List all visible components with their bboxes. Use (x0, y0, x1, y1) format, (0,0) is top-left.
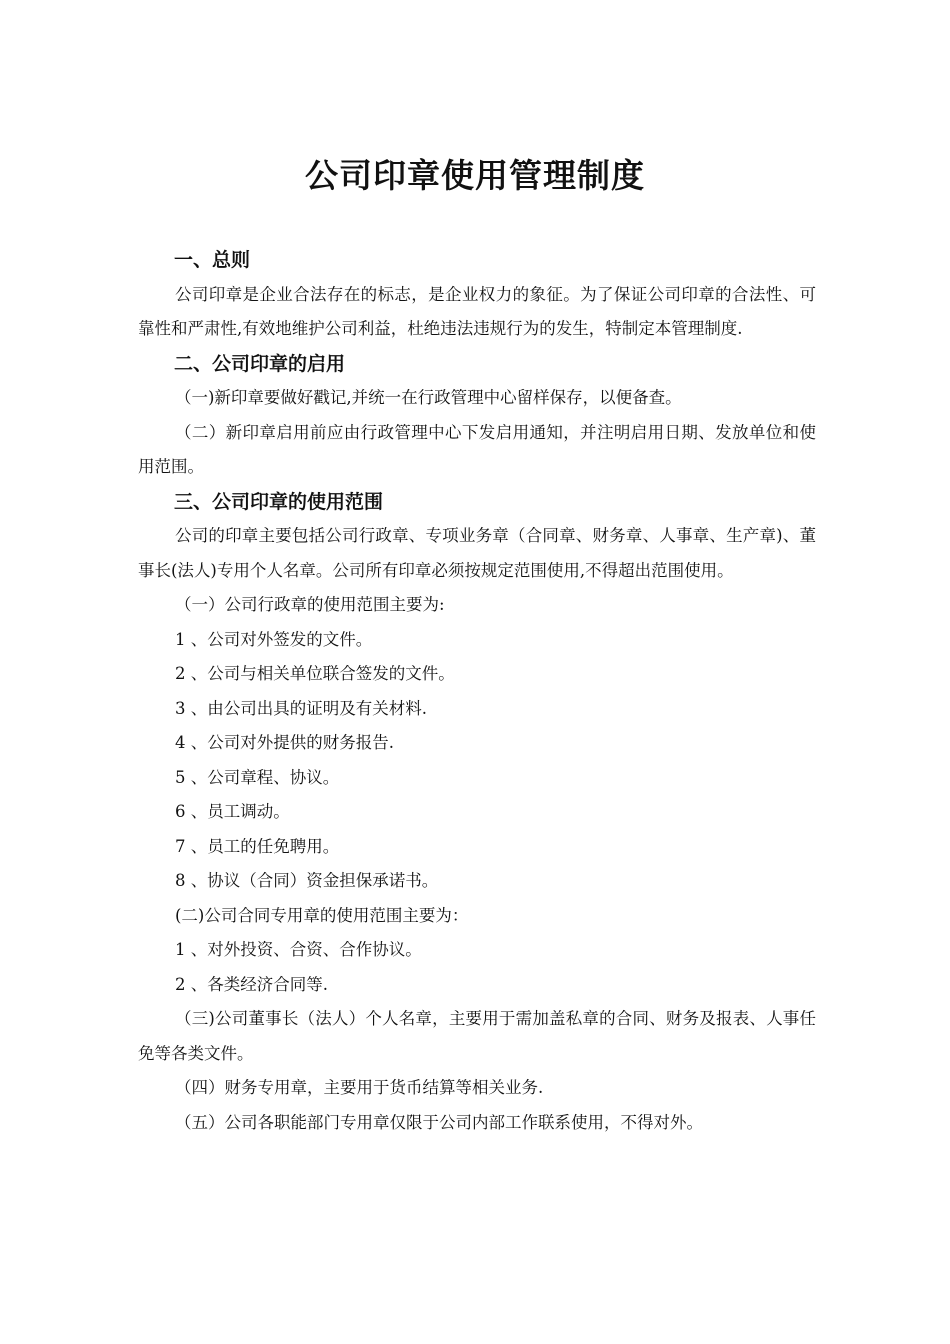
list-item: 2 、各类经济合同等. (175, 974, 328, 994)
finance-seal-paragraph: （四）财务专用章，主要用于货币结算等相关业务. (175, 1078, 544, 1097)
list-item: 1 、对外投资、合资、合作协议。 (175, 940, 422, 959)
contract-seal-intro: (二)公司合同专用章的使用范围主要为： (175, 905, 469, 925)
list-item: 5 、公司章程、协议。 (175, 767, 340, 787)
chairman-seal-paragraph: （三)公司董事长（法人）个人名章，主要用于需加盖私章的合同、财务及报表、人事任免等各类文件。 (138, 1009, 816, 1063)
general-paragraph: 公司印章是企业合法存在的标志，是企业权力的象征。为了保证公司印章的合法性、可靠性和严肃性,有效地维护公司利益，杜绝违法违规行为的发生，特制定本管理制度. (138, 284, 816, 338)
list-item: 6 、员工调动。 (175, 802, 290, 821)
list-item: 3 、由公司出具的证明及有关材料. (175, 698, 427, 718)
list-item: 1 、公司对外签发的文件。 (175, 629, 373, 649)
section-heading-activation: 二、公司印章的启用 (174, 352, 346, 375)
department-seal-paragraph: （五）公司各职能部门专用章仅限于公司内部工作联系使用，不得对外。 (175, 1112, 703, 1132)
list-item: 7 、员工的任免聘用。 (175, 836, 340, 856)
list-item: 4 、公司对外提供的财务报告. (175, 733, 394, 752)
activation-paragraph-1: （一)新印章要做好戳记,并统一在行政管理中心留样保存，以便备查。 (175, 388, 682, 407)
activation-paragraph-2: （二）新印章启用前应由行政管理中心下发启用通知，并注明启用日期、发放单位和使用范围。 (138, 422, 816, 476)
document-body (138, 243, 816, 1140)
scope-intro-paragraph: 公司的印章主要包括公司行政章、专项业务章（合同章、财务章、人事章、生产章)、董事长(法人)专用个人名章。公司所有印章必须按规定范围使用,不得超出范围使用。 (138, 526, 816, 580)
document-title: 公司印章使用管理制度 (305, 156, 645, 195)
section-heading-scope: 三、公司印章的使用范围 (174, 490, 384, 513)
section-heading-general: 一、总则 (174, 249, 251, 271)
list-item: 2 、公司与相关单位联合签发的文件。 (175, 664, 455, 683)
list-item: 8 、协议（合同）资金担保承诺书。 (175, 871, 439, 890)
admin-seal-intro: （一）公司行政章的使用范围主要为: (175, 595, 445, 614)
